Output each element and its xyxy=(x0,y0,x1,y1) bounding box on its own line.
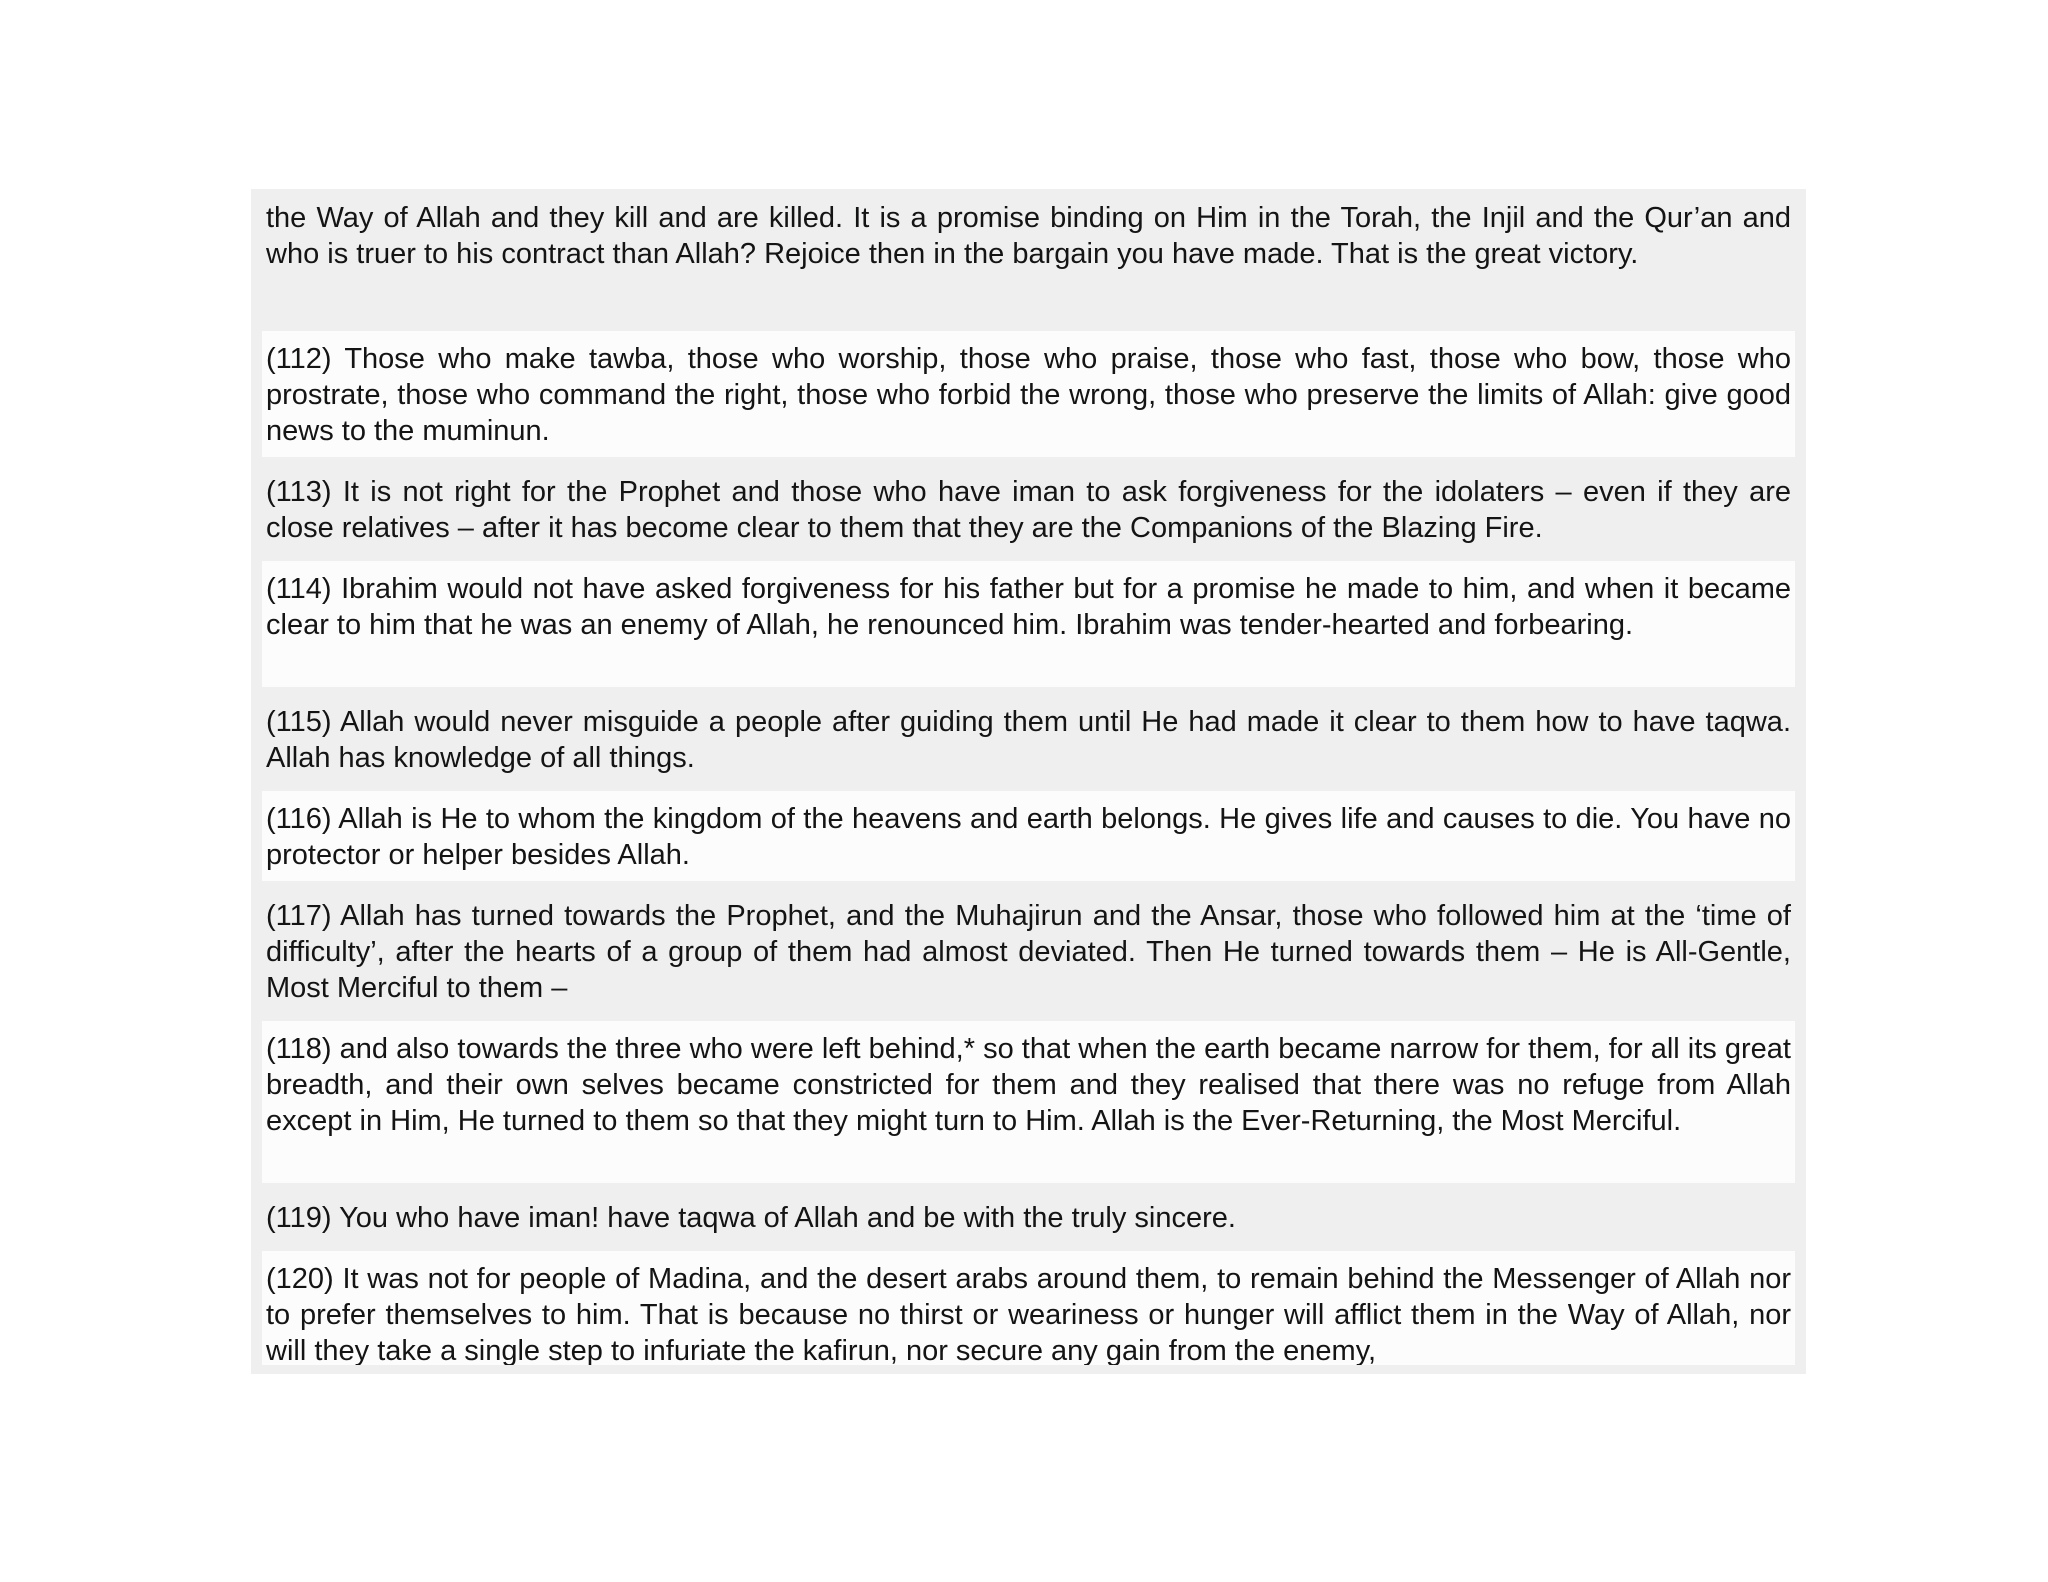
verse-116 xyxy=(262,791,1795,881)
paragraph-text: the Way of Allah and they kill and are killed. It is a promise binding on Him in the Torah, the Injil and the Qur’an and who is truer to his contract than Allah? Rejoice then in the bargain you have made. That is the great victory. xyxy=(266,202,1791,270)
paragraph-text: (118) and also towards the three who were left behind,* so that when the earth became narrow for them, for all its great breadth, and their own selves became constricted for them and they realised that there was no refuge from Allah except in Him, He turned to them so that they might turn to Him. Allah is the Ever-Returning, the Most Merciful. xyxy=(266,1033,1791,1137)
verse-113 xyxy=(262,464,1795,554)
paragraph-continuation xyxy=(262,189,1795,315)
verse-119 xyxy=(262,1190,1795,1244)
text-panel xyxy=(251,189,1806,1374)
verse-114 xyxy=(262,561,1795,687)
paragraph-text: (115) Allah would never misguide a people after guiding them until He had made it clear to them how to have taqwa. Allah has knowledge of all things. xyxy=(266,706,1791,774)
verse-112 xyxy=(262,331,1795,457)
paragraph-text: (117) Allah has turned towards the Prophet, and the Muhajirun and the Ansar, those who followed him at the ‘time of difficulty’, after the hearts of a group of them had almost deviated. Then He turned towards them – He is All-Gentle, Most Merciful to them – xyxy=(266,900,1791,1004)
paragraph-text: (113) It is not right for the Prophet and those who have iman to ask forgiveness for the idolaters – even if they are close relatives – after it has become clear to them that they are the Companions of the Blazing Fire. xyxy=(266,476,1791,544)
verse-117 xyxy=(262,888,1795,1014)
paragraph-text: (120) It was not for people of Madina, and the desert arabs around them, to remain behind the Messenger of Allah nor to prefer themselves to him. That is because no thirst or weariness or hunger will afflict them in the Way of Allah, nor will they take a single step to infuriate the kafirun, nor secure any gain from the enemy, xyxy=(266,1263,1791,1365)
verse-118 xyxy=(262,1021,1795,1183)
paragraph-text: (119) You who have iman! have taqwa of Allah and be with the truly sincere. xyxy=(266,1202,1236,1234)
paragraph-text: (112) Those who make tawba, those who worship, those who praise, those who fast, those who bow, those who prostrate, those who command the right, those who forbid the wrong, those who preserve the limits of Allah: give good news to the muminun. xyxy=(266,343,1791,447)
paragraph-text: (116) Allah is He to whom the kingdom of the heavens and earth belongs. He gives life and causes to die. You have no protector or helper besides Allah. xyxy=(266,803,1791,871)
verse-120 xyxy=(262,1251,1795,1365)
paragraph-text: (114) Ibrahim would not have asked forgiveness for his father but for a promise he made to him, and when it became clear to him that he was an enemy of Allah, he renounced him. Ibrahim was tender-hearted and forbearing. xyxy=(266,573,1791,641)
verse-115 xyxy=(262,694,1795,784)
